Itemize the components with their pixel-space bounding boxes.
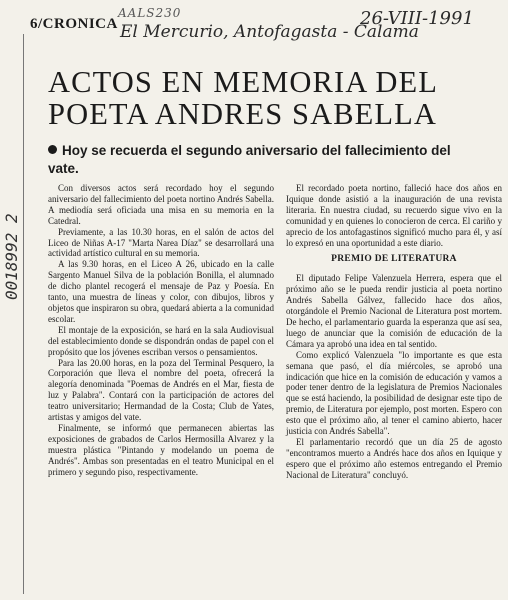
paragraph: Finalmente, se informó que permanecen abiertas las exposiciones de grabados de Carlos Hermosilla Alvarez y la muestra plástica "Pintando y modelando un poema de Andrés". Ambas son presentadas en el teatro Municipal en el primero y segundo piso, respectivamente. <box>48 422 274 477</box>
paragraph: El diputado Felipe Valenzuela Herrera, espera que el próximo año se le pueda rendir justicia al poeta nortino Andrés Sabella Gálvez, fallecido hace dos años, otorgándole el Premio Nacional de Literatura post mortem. De hecho, el parlamentario guarda la esperanza que así sea, luego de anunciar que la comisión de educación de la Cámara ya aprobó una idea en tal sentido. <box>286 273 502 349</box>
article-column-2 <box>286 183 502 481</box>
handwritten-date: 26-VIII-1991 <box>360 8 474 29</box>
paragraph: El parlamentario recordó que un día 25 de agosto "encontramos muerto a Andrés hace dos años en Iquique y espero que el próximo año estemos entregando el Premio Nacional de Literatura" concluyó. <box>286 436 502 480</box>
paragraph: Previamente, a las 10.30 horas, en el salón de actos del Liceo de Niñas A-17 "Marta Narea Díaz" se desarrollará una actividad artístico cultural en su memoria. <box>48 226 274 259</box>
subtitle-text: Hoy se recuerda el segundo aniversario del fallecimiento del vate. <box>48 143 451 176</box>
section-label: 6/CRONICA <box>30 16 118 32</box>
subheading: PREMIO DE LITERATURA <box>331 254 457 265</box>
paragraph: El montaje de la exposición, se hará en la sala Audiovisual del establecimiento donde se dispondrán ondas de papel con el propósito que los jóvenes escriban versos o pensamientos. <box>48 324 274 357</box>
paragraph: Como explicó Valenzuela "lo importante es que esta semana que pasó, el día miércoles, se aprobó una indicación que hice en la comisión de educación y vamos a poder tener dentro de la legislatura de Premios Nacionales que se está haciendo, la posibilidad de designar este tipo de premio, de Literatura por ejemplo, post morten. Espero con esto que el próximo año, al tener el camino abierto, hacer justicia con Andrés Sabella". <box>286 349 502 437</box>
headline: ACTOS EN MEMORIA DEL POETA ANDRES SABELLA <box>48 65 437 131</box>
paragraph: Para las 20.00 horas, en la poza del Terminal Pesquero, la Corporación que lleva el nombre del poeta, ofrecerá la alegoría denominada "Poemas de Andrés en el Mar, fiesta de luz y Palabra". Contará con la participación de actores del teatro universitario; Hermandad de la Costa; Club de Yates, artistas y amigos del vate. <box>48 357 274 423</box>
article-column-1 <box>48 183 274 477</box>
paragraph: Con diversos actos será recordado hoy el segundo aniversario del fallecimiento del poeta nortino Andrés Sabella. A mediodía será oficiada una misa en su memoria en la Catedral. <box>48 183 274 226</box>
paragraph: A las 9.30 horas, en el Liceo A 26, ubicado en la calle Sargento Manuel Silva de la población Bonilla, el alumnado de dicho plantel recogerá el mensaje de Paz y Poesía. En tanto, una muestra de líneas y color, con dibujos, libros y objetos que inspiraron su obra, quedará abierta a la comunidad escolar. <box>48 259 274 324</box>
subtitle <box>48 142 468 178</box>
paragraph: El recordado poeta nortino, falleció hace dos años en Iquique donde asistió a la inauguración de una revista literaria. En nuestra ciudad, su recuerdo sigue vivo en la comunidad y en quienes lo conocieron de cerca. El cariño y aprecio de los antofagastinos significó mucho para él, y así lo expresó en una oportunidad a este diario. <box>286 183 502 248</box>
handwritten-source: El Mercurio, Antofagasta - Calama <box>120 22 419 42</box>
handwritten-archive-number: 0018992 2 <box>2 213 21 300</box>
bullet-icon <box>48 145 57 154</box>
archive-stamp: AALS230 <box>118 6 182 20</box>
clipping-margin-line <box>23 34 24 594</box>
